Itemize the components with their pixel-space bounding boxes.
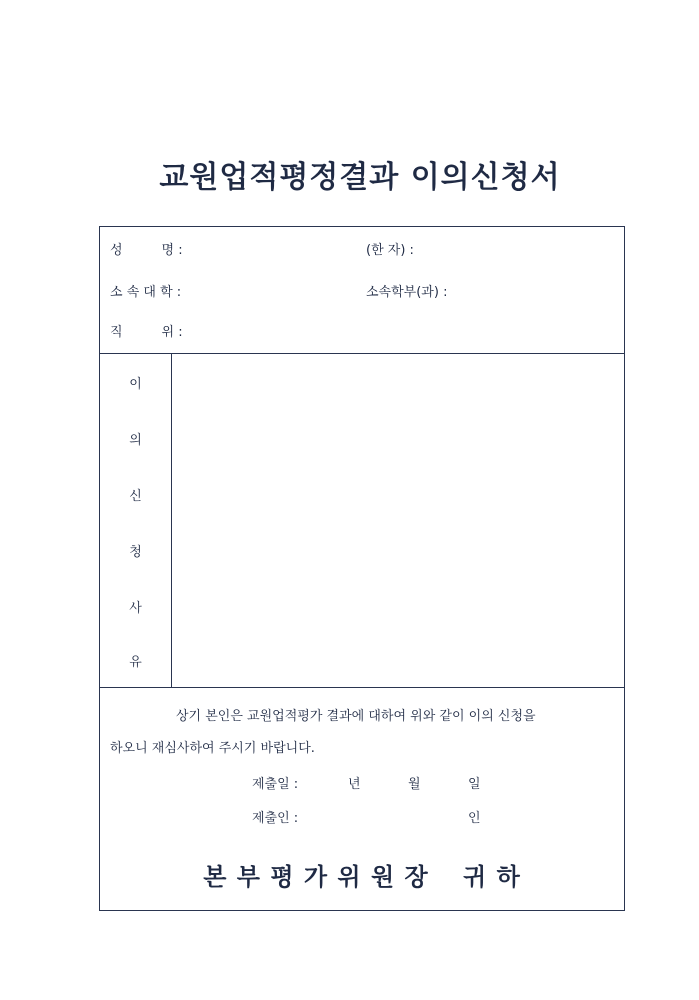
hanja-label: (한 자) :	[366, 243, 414, 258]
reason-label-char: 신	[129, 489, 142, 504]
submitter-label: 제출인 :	[252, 811, 299, 826]
position-label: 직 위 :	[110, 325, 183, 340]
application-form	[99, 226, 625, 911]
statement-section	[100, 687, 624, 912]
statement-line-2: 하오니 재심사하여 주시기 바랍니다.	[110, 741, 315, 756]
reason-label-char: 유	[129, 655, 142, 670]
statement-line-1: 상기 본인은 교원업적평가 결과에 대하여 위와 같이 이의 신청을	[176, 709, 536, 724]
college-label: 소 속 대 학 :	[110, 285, 182, 300]
reason-label-char: 사	[129, 601, 142, 616]
applicant-info-section	[100, 227, 624, 354]
year-label: 년	[348, 777, 361, 792]
seal-label: 인	[468, 811, 481, 826]
reason-label-char: 이	[129, 377, 142, 392]
reason-label-column	[100, 353, 172, 687]
month-label: 월	[408, 777, 421, 792]
reason-label-char: 의	[129, 433, 142, 448]
department-label: 소속학부(과) :	[366, 285, 448, 300]
name-label: 성 명 :	[110, 243, 183, 258]
objection-reason-section	[100, 353, 624, 688]
document-title: 교원업적평정결과 이의신청서	[159, 160, 561, 195]
addressee-line: 본 부 평 가 위 원 장 귀 하	[203, 862, 521, 891]
day-label: 일	[468, 777, 481, 792]
reason-label-char: 청	[129, 545, 142, 560]
reason-content-area[interactable]	[172, 353, 624, 687]
submit-date-label: 제출일 :	[252, 777, 299, 792]
